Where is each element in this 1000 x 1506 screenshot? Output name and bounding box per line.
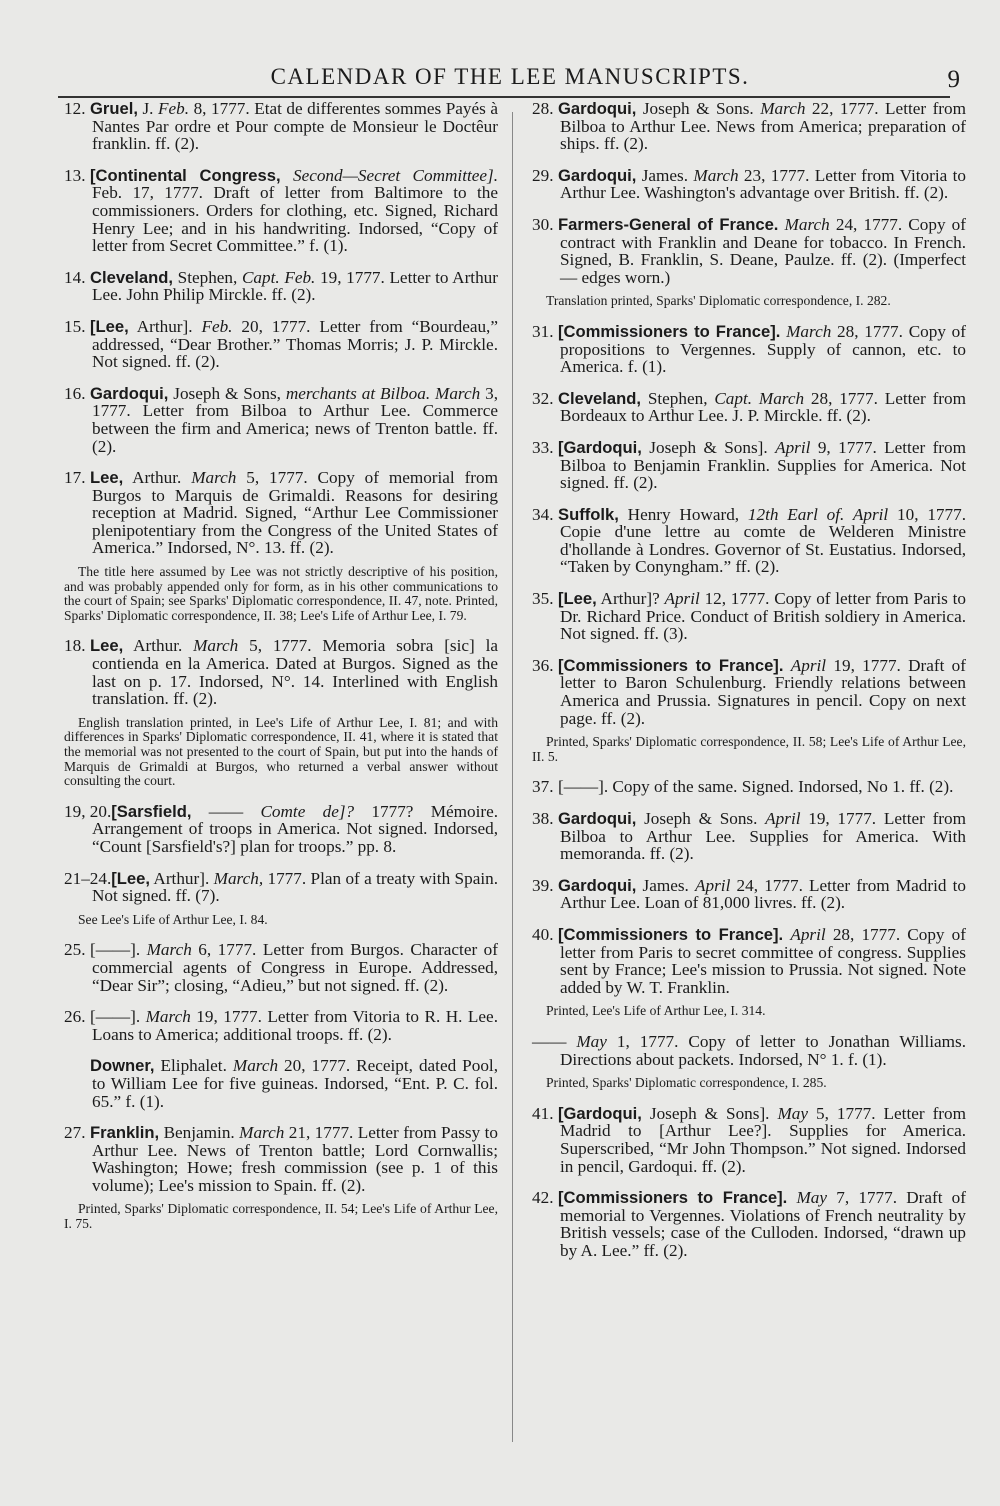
entry-text: 22, 1777. Letter from Bilboa to Arthur Lee. News from America; preparation of ships. ff. (2). (560, 99, 966, 154)
entry-text: 24, 1777. Letter from Madrid to Arthur Lee. Loan of 81,000 livres. ff. (2). (560, 875, 966, 913)
entry-text: 1, 1777. Copy of letter to Jonathan Williams. Directions about packets. Indorsed, N° 1. f. (1). (560, 1031, 966, 1069)
entry-number: 39. (532, 875, 554, 895)
entry-date: April (790, 924, 826, 944)
entry-text: 5, 1777. Letter from Madrid to [Arthur Lee?]. Supplies for America. Superscribed, “Mr John Thompson.” Not signed. Indorsed in pencil, Gardoqui. ff. (2). (560, 1103, 966, 1176)
entry-text: 21, 1777. Letter from Passy to Arthur Lee. News of Trenton battle; Lord Cornwallis; Washington; Howe; fresh commission (see p. 1 of this volume); Lee's mission to Spain. ff. (2). (92, 1123, 498, 1195)
running-title: CALENDAR OF THE LEE MANUSCRIPTS. (270, 64, 750, 89)
entry-number: 12. (64, 99, 86, 118)
entry-text: 20, 1777. Receipt, dated Pool, to William Lee for five guineas. Indorsed, “Ent. P. C. fol. 65.” f. (1). (92, 1056, 498, 1111)
entry-date: April (775, 437, 811, 457)
entry-name: [Lee, (111, 868, 150, 888)
calendar-entry (64, 870, 498, 905)
calendar-entry (64, 100, 498, 153)
column-divider (512, 112, 513, 1442)
entry-text (566, 1032, 576, 1051)
entry-number: 17. (64, 468, 86, 488)
editorial-note: The title here assumed by Lee was not strictly descriptive of his position, and was probably appended only for form, as in his other communications to the court of Spain; see Sparks' Diplomatic correspondence, II. 47, note. Printed, Sparks' Diplomatic correspondence, II. 38; Lee's Life of Arthur Lee, I. 79. (64, 564, 498, 623)
calendar-entry (532, 810, 966, 863)
calendar-entry (64, 1124, 498, 1194)
entry-text: 28, 1777. Copy of letter from Paris to secret committee of congress. Supplies sent by France; Lee's mission to Prussia. Not signed. Note added by W. T. Franklin. (560, 924, 966, 997)
calendar-entry (532, 1033, 966, 1068)
entry-text: James. (636, 165, 694, 185)
entry-name: Farmers-General of France. (558, 214, 779, 234)
entry-text: Benjamin. (159, 1123, 240, 1143)
calendar-entry (64, 269, 498, 304)
calendar-entry (532, 657, 966, 727)
entry-text (281, 166, 293, 185)
entry-number: 38. (532, 809, 554, 828)
entry-text: 19, 1777. Draft of letter to Baron Schulenburg. Friendly relations between America and Prussia. Signatures in pencil. Copy on next page. ff. (2). (560, 655, 966, 728)
entry-date: merchants at Bilboa. March (285, 383, 481, 403)
calendar-entry (532, 1105, 966, 1175)
entry-number: 31. (532, 321, 554, 341)
entry-text: —— (191, 801, 261, 821)
entry-date: March (145, 1007, 191, 1027)
entry-name: [Commissioners to France]. (558, 321, 781, 341)
entry-number: 21–24. (64, 868, 112, 888)
calendar-entry (532, 877, 966, 912)
entry-number: 42. (532, 1188, 554, 1208)
entry-number: 40. (532, 924, 554, 944)
entry-text: Arthur]? (596, 589, 665, 609)
entry-number: 19, 20. (64, 801, 112, 821)
entry-name: Downer, (90, 1056, 155, 1076)
editorial-note: See Lee's Life of Arthur Lee, I. 84. (78, 911, 268, 927)
calendar-entry (532, 167, 966, 202)
calendar-entry (64, 167, 498, 255)
calendar-entry (532, 323, 966, 376)
editorial-note: Printed, Sparks' Diplomatic correspondence, II. 58; Lee's Life of Arthur Lee, II. 5. (532, 734, 966, 764)
entry-text: Arthur]. (128, 316, 202, 336)
entry-name: [Continental Congress, (90, 165, 281, 185)
entry-number: —— (532, 1031, 567, 1051)
entry-number: 15. (64, 316, 86, 336)
entry-name: Gruel, (90, 99, 138, 118)
entry-name: [Sarsfield, (111, 801, 192, 821)
entry-date: Capt. Feb. (241, 267, 316, 287)
entry-name: Gardoqui, (90, 383, 169, 403)
calendar-entry (64, 1057, 498, 1110)
entry-number: 35. (532, 589, 554, 609)
entry-name: Lee, (90, 636, 124, 656)
entry-name: [Gardoqui, (558, 1103, 642, 1123)
entry-text: 7, 1777. Draft of memorial to Vergennes. Violations of French neutrality by British vessels; case of the Culloden. Indorsed, “drawn up by A. Lee.” ff. (2). (560, 1188, 966, 1260)
calendar-entry (64, 469, 498, 557)
entry-number: 13. (64, 165, 86, 185)
calendar-entry (64, 385, 498, 455)
entry-text: Joseph & Sons]. (641, 437, 776, 457)
editorial-note: Printed, Sparks' Diplomatic correspondence, II. 54; Lee's Life of Arthur Lee, I. 75. (64, 1201, 498, 1232)
entry-text: Eliphalet. (154, 1056, 233, 1076)
entry-date: Feb. (201, 316, 233, 336)
entry-date: Capt. March (714, 388, 805, 408)
entry-text: 23, 1777. Letter from Vitoria to Arthur Lee. Washington's advantage over British. ff. (2). (560, 165, 966, 203)
entry-text: Stephen, (173, 267, 242, 287)
entry-number: 33. (532, 437, 554, 457)
entry-text: 8, 1777. Etat de differentes sommes Payés à Nantes Par ordre et Pour compte de Monsieur le Doctêur franklin. ff. (2). (92, 99, 498, 154)
entry-date: April (664, 589, 700, 609)
calendar-entry (532, 439, 966, 492)
entry-name: Franklin, (90, 1123, 160, 1143)
entry-date: May (777, 1103, 809, 1123)
calendar-entry (64, 318, 498, 371)
calendar-entry (532, 100, 966, 153)
entry-name: [Commissioners to France]. (558, 1188, 788, 1208)
entry-date: March (784, 214, 830, 234)
entry-date: Second—Secret Committee]. (292, 165, 498, 185)
entry-date: April (765, 809, 801, 828)
entry-text: Feb. 17, 1777. Draft of letter from Baltimore to the commissioners. Orders for clothing, etc. Signed, Richard Henry Lee; and in his handwriting. Indorsed, “Copy of letter from Secret Committee.” f. (1). (92, 183, 498, 256)
entry-number: 26. (64, 1007, 86, 1027)
entry-date: March (760, 99, 806, 118)
editorial-note: Printed, Lee's Life of Arthur Lee, I. 314. (546, 1003, 766, 1019)
header-rule (58, 96, 950, 98)
calendar-entry (64, 637, 498, 707)
entry-name: Gardoqui, (558, 165, 637, 185)
entry-text: 3, 1777. Letter from Bilboa to Arthur Lee. Commerce between the firm and America; news of Trenton battle. ff. (2). (92, 383, 499, 456)
entry-date: April (790, 655, 827, 675)
entry-text: 24, 1777. Copy of contract with Franklin and Deane for tobacco. In French. Signed, B. Franklin, S. Deane, Paulze. ff. (2). (Imperfect — edges worn.) (560, 214, 966, 287)
entry-text: [——]. (90, 940, 147, 960)
entry-text: Joseph & Sons. (636, 809, 766, 828)
entry-name: Gardoqui, (558, 809, 637, 828)
entry-date: March (193, 636, 239, 656)
entry-text: 9, 1777. Letter from Bilboa to Benjamin Franklin. Supplies for America. Not signed. ff. (2). (560, 437, 966, 493)
entry-number: 28. (532, 99, 554, 118)
entry-text: 19, 1777. Letter to Arthur Lee. John Philip Mirckle. ff. (2). (92, 267, 498, 305)
entry-date: May (796, 1188, 828, 1208)
editorial-note: Printed, Sparks' Diplomatic correspondence, I. 285. (546, 1075, 827, 1091)
entry-text: Henry Howard, (618, 504, 748, 524)
entry-number: 18. (64, 636, 86, 656)
entry-text: Joseph & Sons. (636, 99, 761, 118)
entry-text: James. (636, 875, 696, 895)
entry-text: [——]. Copy of the same. Signed. Indorsed, No 1. ff. (2). (558, 777, 954, 797)
entry-name: [Lee, (90, 316, 129, 336)
entry-date: March (191, 468, 237, 488)
entry-number: 27. (64, 1123, 86, 1143)
entry-text: Joseph & Sons]. (641, 1103, 778, 1123)
entry-name: Lee, (90, 468, 124, 488)
entry-text: 20, 1777. Letter from “Bourdeau,” addressed, “Dear Brother.” Thomas Morris; J. P. Mirckle. Not signed. ff. (2). (92, 316, 498, 372)
entry-date: Feb. (158, 99, 190, 118)
entry-text: [——]. (90, 1007, 146, 1027)
entry-number: 36. (532, 655, 554, 675)
entry-name: [Commissioners to France]. (558, 655, 784, 675)
entry-text: 19, 1777. Letter from Vitoria to R. H. Lee. Loans to America; additional troops. ff. (2). (92, 1007, 498, 1044)
calendar-entry (532, 216, 966, 286)
entry-date: Comte de]? (260, 801, 355, 821)
entry-date: March (146, 940, 192, 960)
entry-date: April (695, 875, 731, 895)
entry-text: Joseph & Sons, (168, 383, 286, 403)
entry-number: 32. (532, 388, 554, 408)
entry-date: March (693, 165, 739, 185)
entry-number: 30. (532, 214, 554, 234)
entry-date: March (232, 1056, 279, 1076)
entry-number: 16. (64, 383, 86, 403)
entry-text: 12, 1777. Copy of letter from Paris to Dr. Richard Price. Conduct of British soldiery in America. Not signed. ff. (3). (560, 589, 966, 644)
calendar-entry (64, 941, 498, 994)
entry-name: Cleveland, (90, 267, 174, 287)
entry-text (783, 656, 790, 675)
entry-name: [Gardoqui, (558, 437, 642, 457)
editorial-note: Translation printed, Sparks' Diplomatic correspondence, I. 282. (546, 293, 891, 309)
calendar-entry (532, 590, 966, 643)
entry-name: Gardoqui, (558, 99, 637, 118)
entry-text: Arthur. (123, 636, 194, 656)
entry-text: 1777? Mémoire. Arrangement of troops in America. Not signed. Indorsed, “Count [Sarsfield's?] plan for troops.” pp. 8. (92, 801, 498, 856)
entry-name: Cleveland, (558, 388, 642, 408)
entry-name: Suffolk, (558, 504, 619, 524)
entry-text: 5, 1777. Memoria sobra [sic] la contienda en la America. Dated at Burgos. Signed as the last on p. 17. Indorsed, N°. 14. Interlined with English translation. ff. (2). (92, 636, 498, 709)
entry-name: [Commissioners to France]. (558, 924, 784, 944)
editorial-note: English translation printed, in Lee's Life of Arthur Lee, I. 81; and with differences in Sparks' Diplomatic correspondence, II. 41, where it is stated that the memorial was not presented to the court of Spain, but put into the hands of Marquis de Grimaldi at Burgos, who returned a verbal answer without consulting the court. (64, 714, 498, 789)
entry-date: March (239, 1123, 285, 1143)
entry-number: 34. (532, 504, 554, 524)
entry-date: March (786, 321, 832, 341)
entry-text: Arthur. (123, 468, 192, 488)
entry-text: 1777. Plan of a treaty with Spain. Not signed. ff. (7). (92, 868, 498, 906)
calendar-entry (64, 1008, 498, 1043)
entry-number: 14. (64, 267, 86, 287)
entry-number: 37. (532, 777, 554, 797)
entry-number: 41. (532, 1103, 554, 1123)
entry-text: 6, 1777. Letter from Burgos. Character of commercial agents of Congress in Europe. Addressed, “Dear Sir”; closing, “Adieu,” but not signed. ff. (2). (92, 940, 498, 995)
calendar-entry (532, 390, 966, 425)
page-number: 9 (947, 66, 960, 93)
entry-text: 28, 1777. Letter from Bordeaux to Arthur Lee. J. P. Mirckle. ff. (2). (560, 388, 966, 426)
entry-name: Gardoqui, (558, 875, 637, 895)
entry-number: 29. (532, 165, 554, 185)
entry-date: 12th Earl of. April (747, 504, 889, 524)
right-column (532, 100, 966, 1273)
calendar-entry (64, 803, 498, 856)
entry-text: 28, 1777. Copy of propositions to Vergennes. Supply of cannon, etc. to America. f. (1). (560, 321, 966, 377)
entry-date: March, (213, 868, 264, 888)
entry-number: 25. (64, 940, 86, 960)
entry-name: [Lee, (558, 589, 597, 609)
calendar-entry (532, 506, 966, 576)
entry-text: 5, 1777. Copy of memorial from Burgos to Marquis de Grimaldi. Reasons for desiring reception at Madrid. Signed, “Arthur Lee Commissioner plenipotentiary from the Congress of the United States of America.” Indorsed, N°. 13. ff. (2). (92, 468, 498, 558)
left-column (64, 100, 498, 1246)
entry-text: J. (137, 99, 159, 118)
entry-date: May (576, 1031, 607, 1051)
entry-text: Arthur]. (150, 868, 214, 888)
calendar-entry (532, 1189, 966, 1259)
calendar-entry (532, 778, 966, 796)
calendar-entry (532, 926, 966, 996)
entry-text: 10, 1777. Copie d'une lettre au comte de Welderen Ministre d'hollande à Londres. Governor of St. Eustatius. Indorsed, “Taken by Conyngham.” ff. (2). (560, 504, 966, 577)
entry-text: Stephen, (641, 388, 715, 408)
entry-text: 19, 1777. Letter from Bilboa to Arthur Lee. Supplies for America. With memoranda. ff. (2). (560, 809, 966, 864)
